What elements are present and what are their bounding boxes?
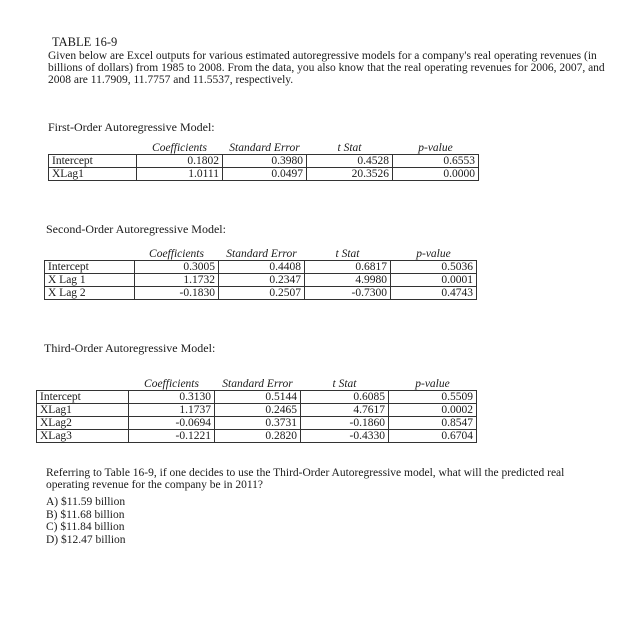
col-header: Standard Error <box>222 378 293 390</box>
choice-b[interactable]: B) $11.68 billion <box>46 508 125 521</box>
col-header: t Stat <box>332 378 357 390</box>
coef-cell: 1.0111 <box>137 168 223 181</box>
pvalue-cell: 0.6704 <box>389 430 477 443</box>
coef-cell: 1.1732 <box>135 274 219 287</box>
table-header-row <box>37 378 477 391</box>
col-header: t Stat <box>337 142 362 154</box>
model-1-label: First-Order Autoregressive Model: <box>48 120 215 134</box>
col-header: p-value <box>418 142 453 154</box>
coef-cell: 1.1737 <box>129 404 215 417</box>
model-2-label: Second-Order Autoregressive Model: <box>46 222 226 236</box>
model-2-table <box>44 248 477 300</box>
table-row <box>49 168 479 181</box>
tstat-cell: 4.9980 <box>305 274 391 287</box>
tstat-cell: 0.6085 <box>301 391 389 404</box>
tstat-cell: 0.6817 <box>305 261 391 274</box>
col-header: Coefficients <box>149 248 204 260</box>
row-label: Intercept <box>37 391 129 404</box>
se-cell: 0.2820 <box>215 430 301 443</box>
answer-choices <box>46 496 126 546</box>
table-row <box>37 430 477 443</box>
coef-cell: -0.1221 <box>129 430 215 443</box>
table-title: TABLE 16-9 <box>52 35 118 49</box>
col-header: Coefficients <box>144 378 199 390</box>
table-row <box>37 417 477 430</box>
se-cell: 0.2507 <box>219 287 305 300</box>
tstat-cell: 20.3526 <box>307 168 393 181</box>
pvalue-cell: 0.6553 <box>393 155 479 168</box>
table-row <box>49 155 479 168</box>
pvalue-cell: 0.5036 <box>391 261 477 274</box>
se-cell: 0.4408 <box>219 261 305 274</box>
tstat-cell: 0.4528 <box>307 155 393 168</box>
coef-cell: -0.1830 <box>135 287 219 300</box>
row-label: Intercept <box>45 261 135 274</box>
col-header: Standard Error <box>226 248 297 260</box>
coef-cell: 0.3130 <box>129 391 215 404</box>
choice-d[interactable]: D) $12.47 billion <box>46 533 126 546</box>
coef-cell: -0.0694 <box>129 417 215 430</box>
pvalue-cell: 0.4743 <box>391 287 477 300</box>
model-1-table <box>48 142 479 181</box>
tstat-cell: 4.7617 <box>301 404 389 417</box>
row-label: Intercept <box>49 155 137 168</box>
model-3-table <box>36 378 477 443</box>
se-cell: 0.2347 <box>219 274 305 287</box>
table-row <box>45 261 477 274</box>
table-header-row <box>49 142 479 155</box>
model-3-label: Third-Order Autoregressive Model: <box>44 341 216 355</box>
tstat-cell: -0.7300 <box>305 287 391 300</box>
pvalue-cell: 0.0002 <box>389 404 477 417</box>
coef-cell: 0.1802 <box>137 155 223 168</box>
row-label: X Lag 1 <box>45 274 135 287</box>
col-header: p-value <box>416 248 451 260</box>
coef-cell: 0.3005 <box>135 261 219 274</box>
table-row <box>45 274 477 287</box>
pvalue-cell: 0.0001 <box>391 274 477 287</box>
row-label: XLag1 <box>49 168 137 181</box>
se-cell: 0.2465 <box>215 404 301 417</box>
table-row <box>37 404 477 417</box>
col-header: Coefficients <box>152 142 207 154</box>
pvalue-cell: 0.0000 <box>393 168 479 181</box>
intro-text: Given below are Excel outputs for various estimated autoregressive models for a company's real operating revenues (in billions of dollars) from 1985 to 2008. From the data, you also know that the real operating revenues for 2006, 2007, and 2008 are 11.7909, 11.7757 and 11.5537, respectively. <box>48 50 605 86</box>
question-text: Referring to Table 16-9, if one decides to use the Third-Order Autoregressive model, what will the predicted real operating revenue for the company be in 2011? <box>46 467 565 491</box>
se-cell: 0.3980 <box>223 155 307 168</box>
row-label: XLag2 <box>37 417 129 430</box>
table-row <box>45 287 477 300</box>
col-header: p-value <box>415 378 450 390</box>
row-label: X Lag 2 <box>45 287 135 300</box>
se-cell: 0.3731 <box>215 417 301 430</box>
se-cell: 0.5144 <box>215 391 301 404</box>
pvalue-cell: 0.8547 <box>389 417 477 430</box>
table-header-row <box>45 248 477 261</box>
choice-c[interactable]: C) $11.84 billion <box>46 521 125 533</box>
tstat-cell: -0.1860 <box>301 417 389 430</box>
tstat-cell: -0.4330 <box>301 430 389 443</box>
row-label: XLag3 <box>37 430 129 443</box>
row-label: XLag1 <box>37 404 129 417</box>
col-header: t Stat <box>335 248 360 260</box>
choice-a[interactable]: A) $11.59 billion <box>46 496 126 508</box>
table-row <box>37 391 477 404</box>
pvalue-cell: 0.5509 <box>389 391 477 404</box>
se-cell: 0.0497 <box>223 168 307 181</box>
col-header: Standard Error <box>229 142 300 154</box>
